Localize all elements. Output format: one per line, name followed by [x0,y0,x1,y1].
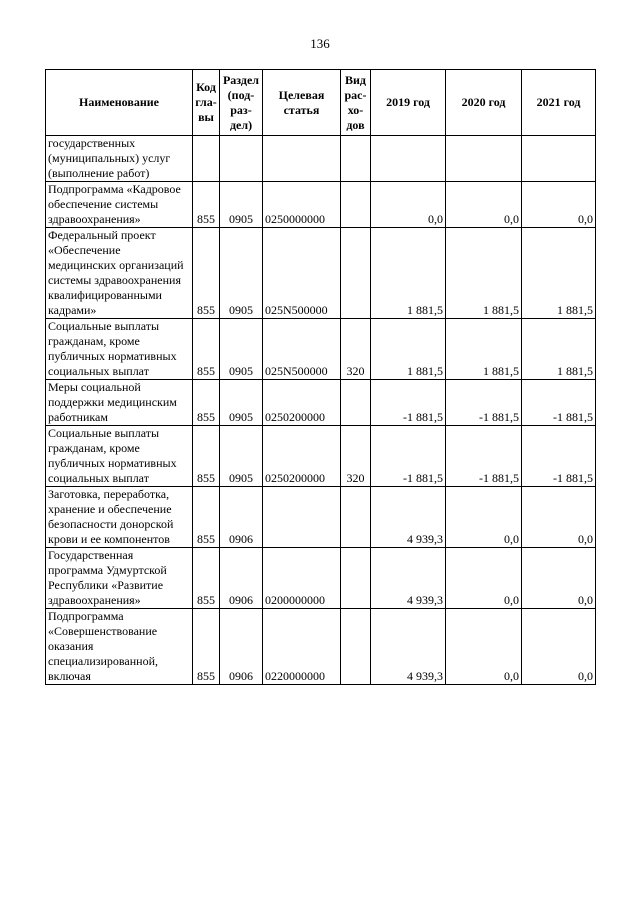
cell-expense [341,487,371,548]
cell-section: 0906 [220,548,263,609]
column-header-code: Код гла-вы [193,70,220,136]
cell-name: Государственная программа Удмуртской Республики «Развитие здравоохранения» [46,548,193,609]
cell-name: Подпрограмма «Совершенствование оказания специализированной, включая [46,609,193,685]
cell-2021: 1 881,5 [522,228,596,319]
cell-code: 855 [193,609,220,685]
column-header-section: Раздел (под-раз-дел) [220,70,263,136]
cell-target: 0200000000 [263,548,341,609]
table-header-row [46,70,596,136]
budget-table [45,69,596,685]
cell-target: 0220000000 [263,609,341,685]
column-header-2020: 2020 год [446,70,522,136]
table-row [46,426,596,487]
cell-section: 0905 [220,426,263,487]
cell-2020: -1 881,5 [446,426,522,487]
cell-2021: 0,0 [522,182,596,228]
cell-target: 0250200000 [263,426,341,487]
page-number: 136 [310,36,330,51]
cell-section: 0905 [220,182,263,228]
cell-2020 [446,136,522,182]
cell-2019: 0,0 [371,182,446,228]
cell-name: Федеральный проект «Обеспечение медицинских организаций системы здравоохранения квалифицированными кадрами» [46,228,193,319]
cell-section: 0906 [220,487,263,548]
cell-name: государственных (муниципальных) услуг (выполнение работ) [46,136,193,182]
cell-name: Подпрограмма «Кадровое обеспечение системы здравоохранения» [46,182,193,228]
cell-2019: 1 881,5 [371,228,446,319]
cell-name: Меры социальной поддержки медицинским работникам [46,380,193,426]
cell-code: 855 [193,182,220,228]
cell-target: 0250200000 [263,380,341,426]
cell-target: 025N500000 [263,228,341,319]
table-row [46,380,596,426]
cell-expense [341,380,371,426]
cell-code: 855 [193,380,220,426]
cell-expense: 320 [341,426,371,487]
cell-code [193,136,220,182]
cell-2020: 0,0 [446,609,522,685]
cell-2019: 4 939,3 [371,487,446,548]
cell-target [263,136,341,182]
cell-code: 855 [193,548,220,609]
cell-code: 855 [193,426,220,487]
cell-target: 025N500000 [263,319,341,380]
cell-2021 [522,136,596,182]
table-row [46,136,596,182]
cell-2020: 1 881,5 [446,228,522,319]
cell-2020: 0,0 [446,548,522,609]
table-row [46,228,596,319]
cell-2019: 4 939,3 [371,609,446,685]
cell-expense [341,548,371,609]
cell-code: 855 [193,487,220,548]
cell-2019: -1 881,5 [371,426,446,487]
table-row [46,609,596,685]
cell-section: 0905 [220,228,263,319]
cell-2020: 1 881,5 [446,319,522,380]
cell-expense [341,609,371,685]
cell-2021: 0,0 [522,609,596,685]
cell-target: 0250000000 [263,182,341,228]
cell-2019: 4 939,3 [371,548,446,609]
cell-2021: 0,0 [522,548,596,609]
cell-2019: -1 881,5 [371,380,446,426]
cell-2021: -1 881,5 [522,426,596,487]
column-header-2019: 2019 год [371,70,446,136]
table-row [46,319,596,380]
cell-section [220,136,263,182]
cell-2019: 1 881,5 [371,319,446,380]
table-row [46,182,596,228]
cell-name: Социальные выплаты гражданам, кроме публичных нормативных социальных выплат [46,319,193,380]
cell-section: 0906 [220,609,263,685]
cell-expense: 320 [341,319,371,380]
cell-name: Социальные выплаты гражданам, кроме публичных нормативных социальных выплат [46,426,193,487]
column-header-2021: 2021 год [522,70,596,136]
cell-expense [341,228,371,319]
cell-code: 855 [193,228,220,319]
cell-2021: 1 881,5 [522,319,596,380]
cell-expense [341,182,371,228]
table-row [46,487,596,548]
column-header-target: Целевая статья [263,70,341,136]
cell-section: 0905 [220,319,263,380]
cell-name: Заготовка, переработка, хранение и обеспечение безопасности донорской крови и ее компонентов [46,487,193,548]
cell-2020: -1 881,5 [446,380,522,426]
table-row [46,548,596,609]
cell-2021: -1 881,5 [522,380,596,426]
cell-2019 [371,136,446,182]
column-header-expense: Вид рас-хо-дов [341,70,371,136]
cell-2020: 0,0 [446,182,522,228]
cell-expense [341,136,371,182]
cell-code: 855 [193,319,220,380]
cell-target [263,487,341,548]
cell-2021: 0,0 [522,487,596,548]
cell-section: 0905 [220,380,263,426]
cell-2020: 0,0 [446,487,522,548]
column-header-name: Наименование [46,70,193,136]
